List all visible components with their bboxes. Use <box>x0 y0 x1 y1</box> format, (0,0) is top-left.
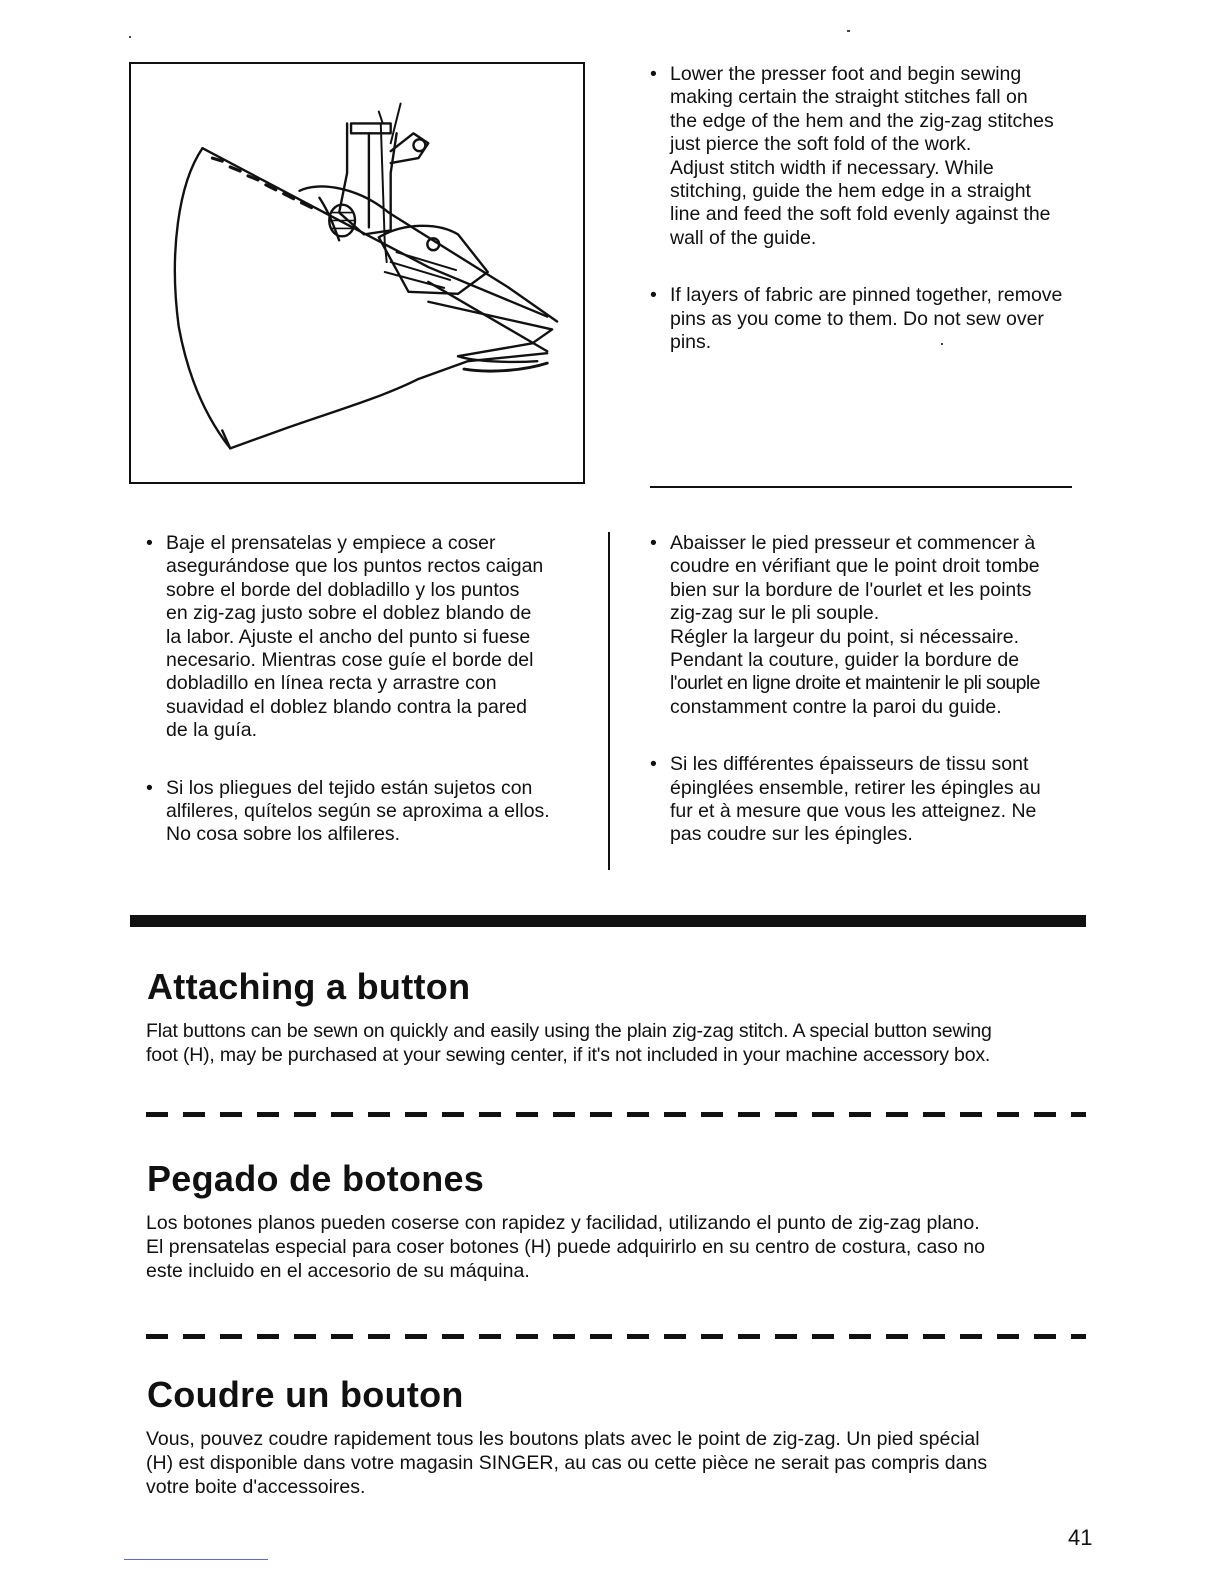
text-line: coudre en vérifiant que le point droit tombe <box>670 555 1040 578</box>
text-line: pins as you come to them. Do not sew over <box>670 307 1044 330</box>
text-line: votre boite d'accessoires. <box>146 1476 366 1498</box>
text-line: suavidad el doblez blando contra la pared <box>166 695 528 718</box>
text-line: No cosa sobre los alfileres. <box>166 823 401 846</box>
scan-speck <box>847 30 850 32</box>
scan-speck <box>941 343 943 345</box>
instruction-item <box>650 284 1080 354</box>
text-line: asegurándose que los puntos rectos caigan <box>166 555 544 578</box>
section-divider <box>130 915 1086 927</box>
text-line: foot (H), may be purchased at your sewing center, if it's not included in your machine accessory box. <box>146 1044 991 1066</box>
text-line: the edge of the hem and the zig-zag stitches <box>670 109 1054 132</box>
text-line: zig-zag sur le pli souple. <box>670 602 880 625</box>
dashed-divider <box>146 1334 1086 1339</box>
divider <box>650 486 1072 488</box>
section-body-spanish <box>146 1211 1076 1283</box>
text-line: pas coudre sur les épingles. <box>670 823 913 846</box>
text-line: alfileres, quítelos según se aproxima a ellos. <box>166 800 550 823</box>
text-line: Régler la largeur du point, si nécessaire. <box>670 625 1020 648</box>
french-instructions <box>650 532 1090 847</box>
text-line: Pendant la couture, guider la bordure de <box>670 649 1020 672</box>
section-body-french <box>146 1427 1076 1499</box>
text-line: stitching, guide the hem edge in a straight <box>670 180 1031 203</box>
section-body-english <box>146 1019 1076 1067</box>
text-line: • Baje el prensatelas y empiece a coser <box>166 532 496 554</box>
page-number: 41 <box>1068 1525 1093 1550</box>
dashed-divider <box>146 1112 1086 1117</box>
text-line: sobre el borde del dobladillo y los puntos <box>166 578 520 601</box>
hemming-illustration <box>129 62 585 484</box>
text-line: en zig-zag justo sobre el doblez blando de <box>166 602 532 625</box>
text-line: just pierce the soft fold of the work. <box>670 133 972 156</box>
instruction-item <box>146 777 586 847</box>
text-line: fur et à mesure que vous les atteignez. Ne <box>670 800 1037 823</box>
text-line: • Si les différentes épaisseurs de tissu sont <box>670 753 1029 776</box>
text-line: line and feed the soft fold evenly against the <box>670 203 1051 226</box>
instruction-item <box>650 63 1080 250</box>
instruction-item <box>146 532 586 743</box>
text-line: El prensatelas especial para coser botones (H) puede adquirirlo en su centro de costura, caso no <box>146 1236 985 1258</box>
text-line: bien sur la bordure de l'ourlet et les points <box>670 578 1032 601</box>
text-line: • Si los pliegues del tejido están sujetos con <box>166 776 533 799</box>
text-line: necesario. Mientras cose guíe el borde del <box>166 649 534 672</box>
text-line: wall of the guide. <box>670 226 817 249</box>
text-line: making certain the straight stitches fall on <box>670 86 1028 109</box>
text-line: • Lower the presser foot and begin sewing <box>670 63 1022 85</box>
text-line: dobladillo en línea recta y arrastre con <box>166 672 497 695</box>
text-line: Los botones planos pueden coserse con rapidez y facilidad, utilizando el punto de zig-zag plano. <box>146 1212 980 1234</box>
section-heading-english: Attaching a button <box>147 966 471 1007</box>
text-line: la labor. Ajuste el ancho del punto si fuese <box>166 625 531 648</box>
text-line: constamment contre la paroi du guide. <box>670 695 1002 718</box>
section-heading-spanish: Pegado de botones <box>147 1158 485 1199</box>
hemming-presser-foot-icon <box>131 64 583 482</box>
text-line: • Abaisser le pied presseur et commencer à <box>670 532 1036 554</box>
spanish-instructions <box>146 532 586 847</box>
instruction-item <box>650 532 1090 719</box>
text-line: Flat buttons can be sewn on quickly and easily using the plain zig-zag stitch. A special button sewing <box>146 1020 992 1042</box>
footer-rule <box>124 1559 268 1560</box>
column-divider <box>608 532 610 870</box>
text-line: Adjust stitch width if necessary. While <box>670 156 994 179</box>
text-line: (H) est disponible dans votre magasin SINGER, au cas ou cette pièce ne serait pas compris dans <box>146 1452 988 1474</box>
text-line: Vous, pouvez coudre rapidement tous les boutons plats avec le point de zig-zag. Un pied spécial <box>146 1428 980 1450</box>
section-heading-french: Coudre un bouton <box>147 1374 464 1415</box>
text-line: este incluido en el accesorio de su máquina. <box>146 1260 530 1282</box>
text-line: épinglées ensemble, retirer les épingles au <box>670 776 1041 799</box>
text-line: de la guía. <box>166 719 258 742</box>
text-line: pins. <box>670 331 712 354</box>
text-line: l'ourlet en ligne droite et maintenir le pli souple <box>670 672 1040 695</box>
scan-speck <box>129 36 131 38</box>
english-instructions <box>650 63 1080 354</box>
text-line: • If layers of fabric are pinned together, remove <box>670 284 1063 307</box>
instruction-item <box>650 753 1090 847</box>
